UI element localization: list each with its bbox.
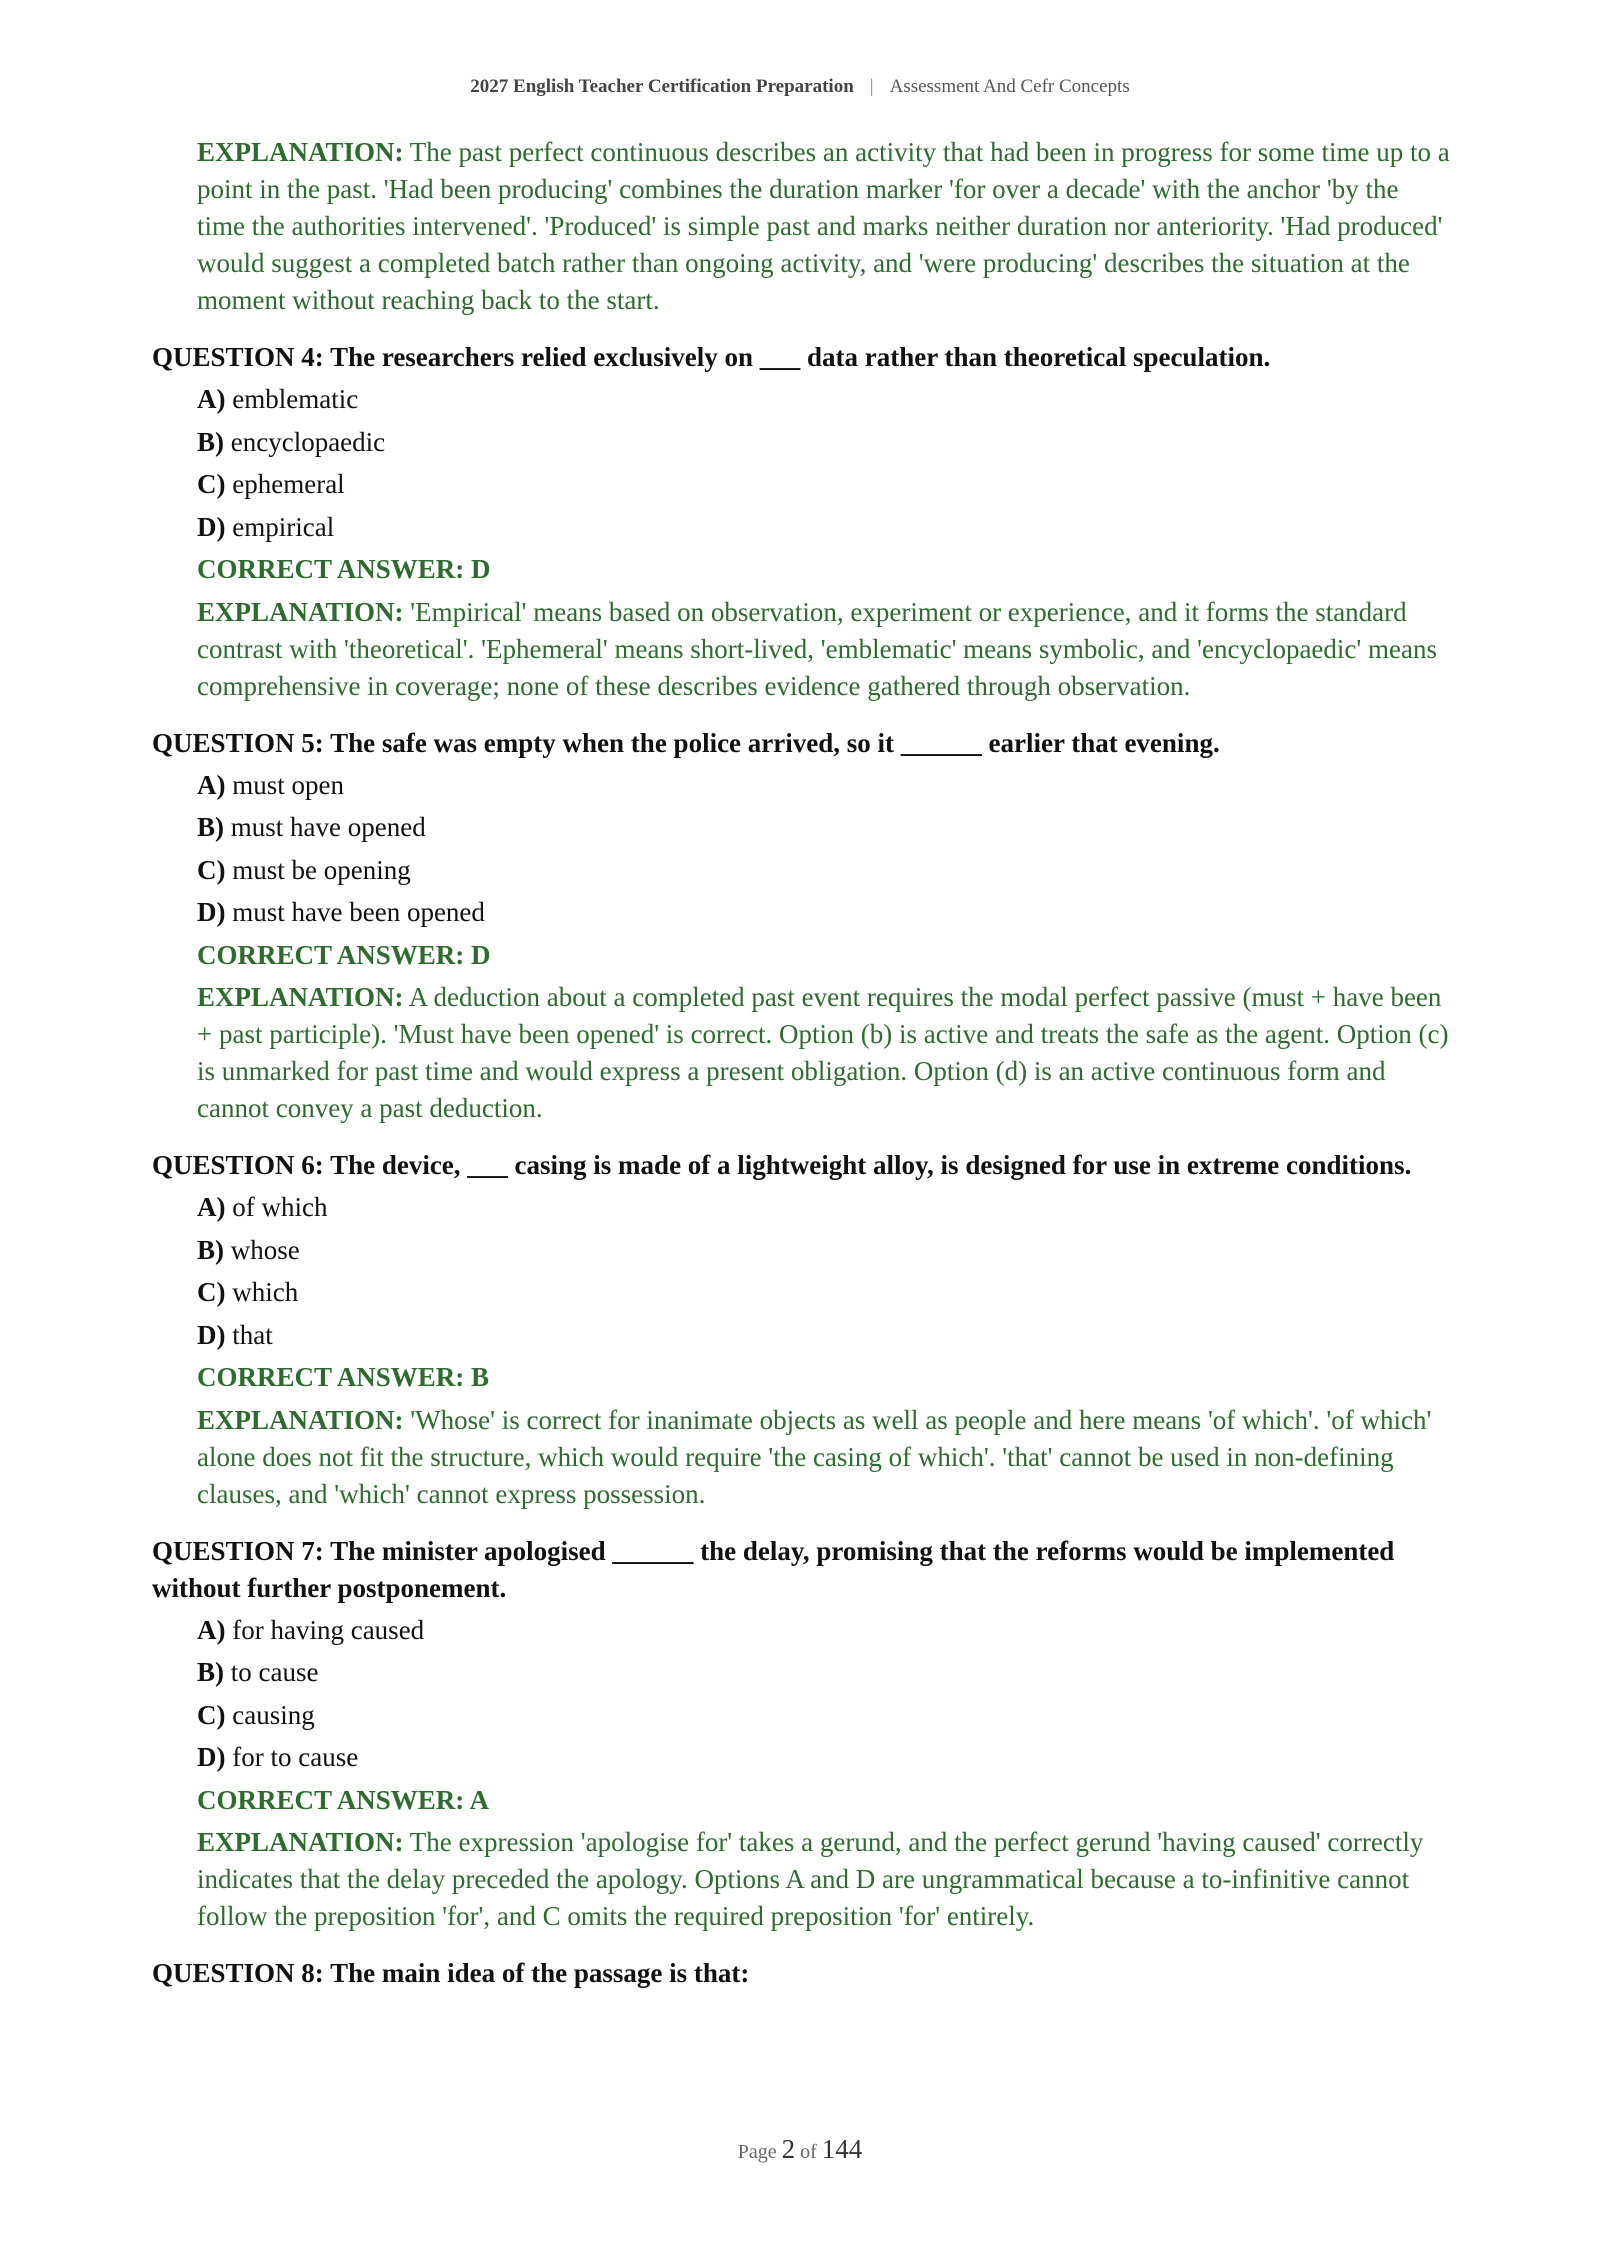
question-stem xyxy=(152,725,1452,762)
question-text: The main idea of the passage is that: xyxy=(330,1958,750,1988)
option-letter: A) xyxy=(197,769,226,800)
section-title: Assessment And Cefr Concepts xyxy=(889,76,1130,97)
option-text: whose xyxy=(230,1234,300,1265)
question-stem xyxy=(152,1533,1452,1607)
question-text: The minister apologised ______ the delay, promising that the reforms would be implemented without further postponement. xyxy=(152,1535,1395,1603)
question-block-7 xyxy=(152,1533,1452,1936)
option-letter: B) xyxy=(197,1657,224,1687)
question-number: QUESTION 8: xyxy=(152,1958,324,1988)
question-text: The device, ___ casing is made of a lightweight alloy, is designed for use in extreme conditions. xyxy=(330,1150,1412,1180)
option-c xyxy=(197,852,1452,889)
option-text: must have opened xyxy=(230,812,426,842)
option-letter: D) xyxy=(197,897,226,927)
explanation-question-3 xyxy=(197,134,1452,319)
question-text: The safe was empty when the police arrived, so it ______ earlier that evening. xyxy=(330,727,1220,758)
option-b xyxy=(197,424,1452,461)
option-d xyxy=(197,894,1452,931)
option-c xyxy=(197,466,1452,503)
total-pages: 144 xyxy=(821,2134,863,2164)
option-letter: A) xyxy=(197,1192,226,1222)
option-a xyxy=(197,381,1452,418)
page-word: Page xyxy=(737,2141,777,2163)
option-letter: A) xyxy=(197,1614,226,1645)
explanation xyxy=(197,594,1452,705)
correct-answer: CORRECT ANSWER: B xyxy=(197,1362,490,1392)
option-a xyxy=(197,767,1452,804)
option-c xyxy=(197,1697,1452,1734)
question-text: The researchers relied exclusively on ___ data rather than theoretical speculation. xyxy=(330,342,1271,372)
question-number: QUESTION 6: xyxy=(152,1150,324,1180)
explanation-label: EXPLANATION: xyxy=(197,1404,404,1435)
option-d xyxy=(197,509,1452,546)
page-footer xyxy=(0,2134,1600,2165)
option-b xyxy=(197,1232,1452,1269)
option-letter: D) xyxy=(197,511,226,542)
option-letter: C) xyxy=(197,1277,226,1307)
explanation-label: EXPLANATION: xyxy=(197,982,404,1012)
page-number: 2 xyxy=(781,2134,796,2164)
explanation xyxy=(197,979,1452,1127)
explanation xyxy=(197,1402,1452,1513)
option-text: ephemeral xyxy=(232,469,345,499)
correct-answer: CORRECT ANSWER: A xyxy=(197,1784,490,1815)
option-d xyxy=(197,1317,1452,1354)
option-letter: B) xyxy=(197,1234,224,1265)
explanation xyxy=(197,1824,1452,1935)
option-letter: C) xyxy=(197,854,226,885)
correct-answer: CORRECT ANSWER: D xyxy=(197,939,491,970)
document-title: 2027 English Teacher Certification Preparation xyxy=(470,76,854,97)
option-text: to cause xyxy=(230,1657,319,1687)
option-text: encyclopaedic xyxy=(230,426,386,457)
page-content xyxy=(152,134,1452,1997)
question-number: QUESTION 5: xyxy=(152,727,324,758)
option-text: must have been opened xyxy=(232,897,485,927)
explanation-text: The past perfect continuous describes an activity that had been in progress for some time up to a point in the past. 'Had been producing' combines the duration marker 'for over a decade' with the anchor 'by the time the authorities intervened'. 'Produced' is simple past and marks neither duration nor anteriority. 'Had produced' would suggest a completed batch rather than ongoing activity, and 'were producing' describes the situation at the moment without reaching back to the start. xyxy=(197,137,1450,315)
explanation-text: 'Empirical' means based on observation, experiment or experience, and it forms the standard contrast with 'theoretical'. 'Ephemeral' means short-lived, 'emblematic' means symbolic, and 'encyclopaedic' means comprehensive in coverage; none of these describes evidence gathered through observation. xyxy=(197,596,1437,701)
option-b xyxy=(197,809,1452,846)
question-stem xyxy=(152,339,1452,376)
option-letter: C) xyxy=(197,469,226,499)
question-block-4 xyxy=(152,339,1452,705)
option-text: of which xyxy=(232,1192,328,1222)
question-stem xyxy=(152,1955,1452,1992)
explanation-text: 'Whose' is correct for inanimate objects as well as people and here means 'of which'. 'of which' alone does not fit the structure, which would require 'the casing of which'. 'that' cannot be used in non-defining clauses, and 'which' cannot express possession. xyxy=(197,1404,1432,1509)
question-stem xyxy=(152,1147,1452,1184)
option-a xyxy=(197,1189,1452,1226)
explanation-text: A deduction about a completed past event requires the modal perfect passive (must + have been + past participle). 'Must have been opened' is correct. Option (b) is active and treats the safe as the agent. Option (c) is unmarked for past time and would express a present obligation. Option (d) is an active continuous form and cannot convey a past deduction. xyxy=(197,982,1449,1123)
question-number: QUESTION 7: xyxy=(152,1535,324,1566)
option-text: causing xyxy=(232,1699,315,1730)
question-number: QUESTION 4: xyxy=(152,342,324,372)
option-text: emblematic xyxy=(232,384,359,414)
of-word: of xyxy=(800,2141,817,2163)
explanation-label: EXPLANATION: xyxy=(197,596,404,627)
option-text: which xyxy=(232,1277,299,1307)
option-b xyxy=(197,1654,1452,1691)
option-text: for having caused xyxy=(232,1614,425,1645)
correct-answer: CORRECT ANSWER: D xyxy=(197,554,491,584)
option-text: must open xyxy=(232,769,344,800)
option-text: that xyxy=(232,1319,273,1350)
option-letter: B) xyxy=(197,426,224,457)
explanation-label: EXPLANATION: xyxy=(197,137,404,167)
option-letter: D) xyxy=(197,1319,226,1350)
option-text: empirical xyxy=(232,511,335,542)
option-letter: D) xyxy=(197,1742,226,1772)
running-header xyxy=(0,76,1600,98)
option-a xyxy=(197,1612,1452,1649)
explanation-label: EXPLANATION: xyxy=(197,1827,404,1857)
option-letter: C) xyxy=(197,1699,226,1730)
option-letter: A) xyxy=(197,384,226,414)
question-block-8 xyxy=(152,1955,1452,1992)
question-block-5 xyxy=(152,725,1452,1128)
option-letter: B) xyxy=(197,812,224,842)
option-text: for to cause xyxy=(232,1742,359,1772)
header-separator: | xyxy=(869,76,874,97)
option-text: must be opening xyxy=(232,854,411,885)
option-d xyxy=(197,1739,1452,1776)
explanation-text: The expression 'apologise for' takes a gerund, and the perfect gerund 'having caused' correctly indicates that the delay preceded the apology. Options A and D are ungrammatical because a to-infinitive cannot follow the preposition 'for', and C omits the required preposition 'for' entirely. xyxy=(197,1827,1424,1931)
question-block-6 xyxy=(152,1147,1452,1513)
option-c xyxy=(197,1274,1452,1311)
